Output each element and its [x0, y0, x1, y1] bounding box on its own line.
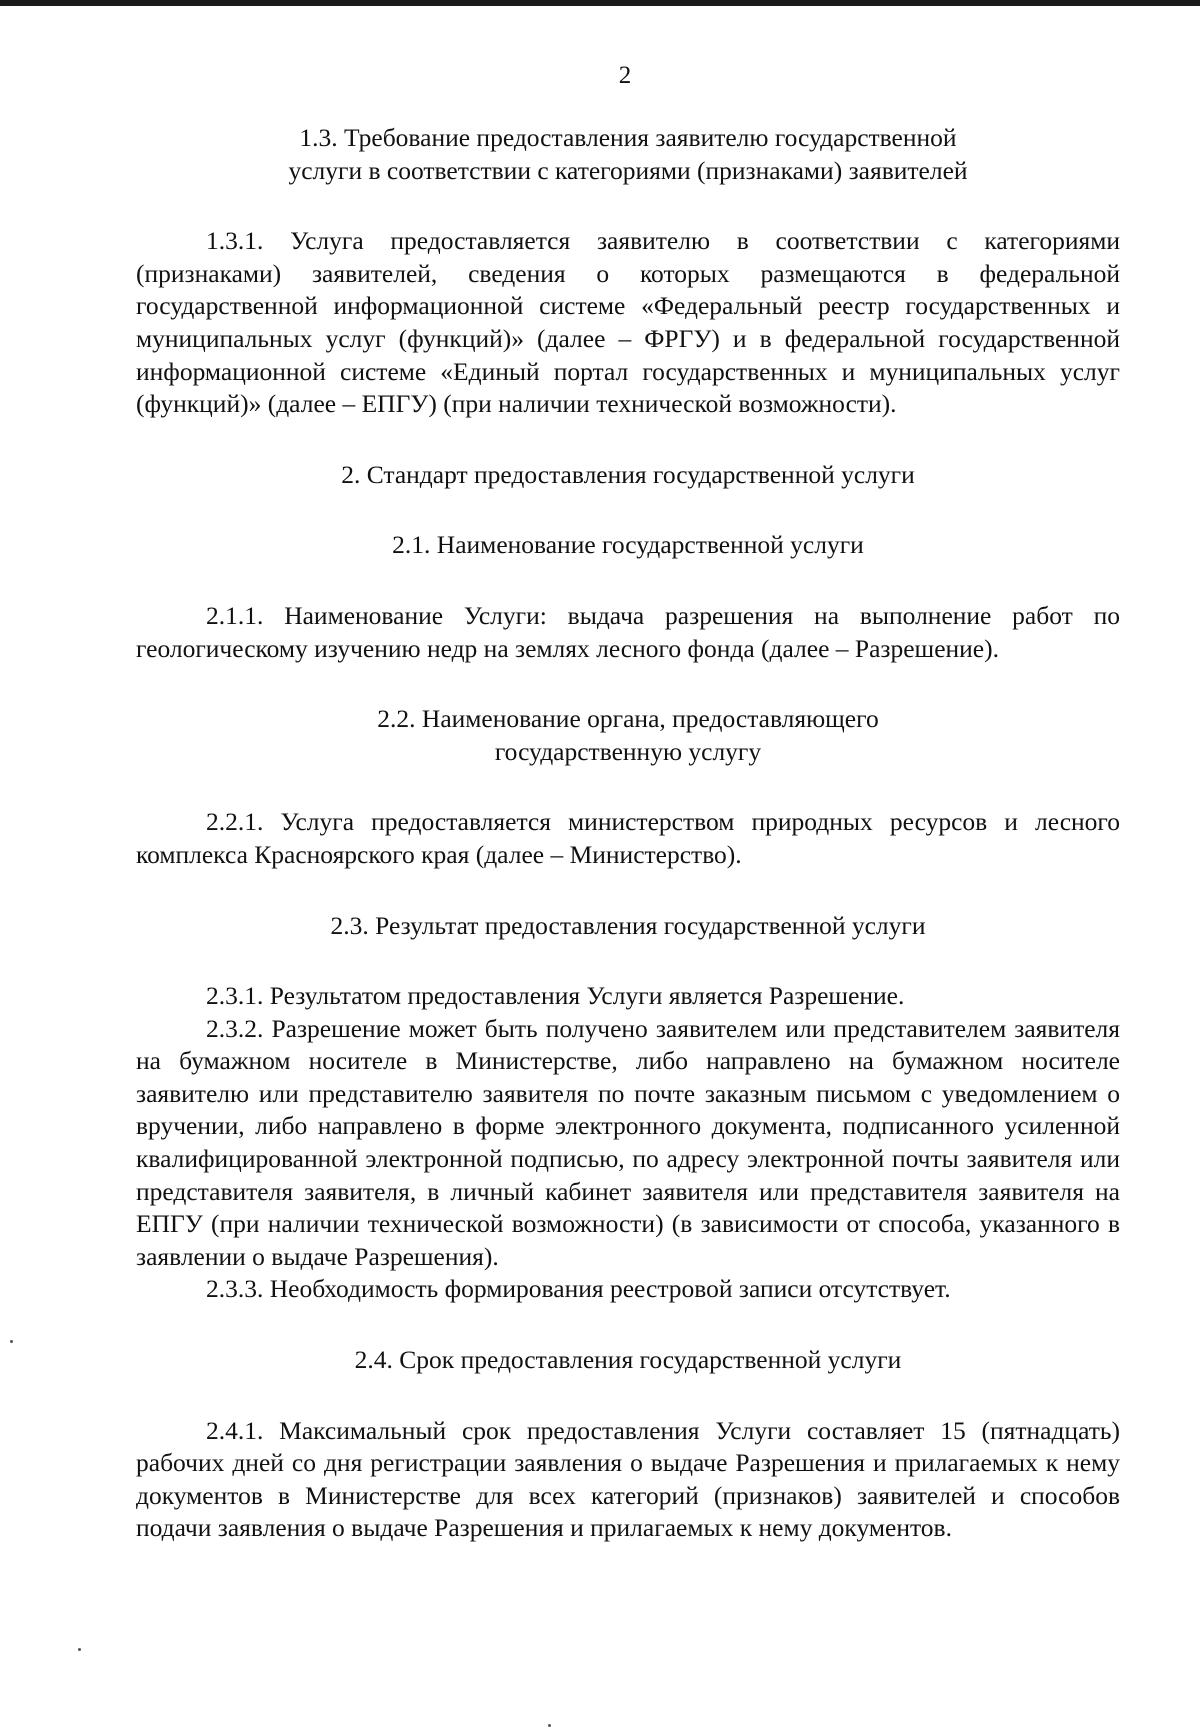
scan-speck — [548, 1724, 551, 1727]
scan-top-edge — [0, 0, 1200, 6]
paragraph-2-4-1: 2.4.1. Максимальный срок предоставления Услуги составляет 15 (пятнадцать) рабочих дней со дня регистрации заявления о выдаче Разрешения и прилагаемых к нему документов в Министерстве для всех категорий (признаков) заявителей и способов подачи заявления о выдаче Разрешения и прилагаемых к нему документов. — [136, 1415, 1120, 1543]
heading-2-2-line1: 2.2. Наименование органа, предоставляющего — [377, 704, 879, 734]
heading-2-3: 2.3. Результат предоставления государственной услуги — [330, 910, 926, 940]
heading-2-2 — [136, 703, 1120, 768]
paragraph-2-3-2: 2.3.2. Разрешение может быть получено заявителем или представителем заявителя на бумажном носителе в Министерстве, либо направлено на бумажном носителе заявителю или представителю заявителя по почте заказным письмом с уведомлением о вручении, либо направлено в форме электронного документа, подписанного усиленной квалифицированной электронной подписью, по адресу электронной почты заявителя или представителя заявителя, в личный кабинет заявителя или представителя заявителя на ЕПГУ (при наличии технической возможности) (в зависимости от способа, указанного в заявлении о выдаче Разрешения). — [136, 1013, 1120, 1271]
paragraph-2-3-1: 2.3.1. Результатом предоставления Услуги является Разрешение. — [206, 981, 905, 1011]
paragraph-2-1-1: 2.1.1. Наименование Услуги: выдача разрешения на выполнение работ по геологическому изучению недр на землях лесного фонда (далее – Разрешение). — [136, 600, 1120, 663]
paragraph-1-3-1: 1.3.1. Услуга предоставляется заявителю в соответствии с категориями (признаками) заявителей, сведения о которых размещаются в федеральной государственной информационной системе «Федеральный реестр государственных и муниципальных услуг (функций)» (далее – ФРГУ) и в федеральной государственной информационной системе «Единый портал государственных и муниципальных услуг (функций)» (далее – ЕПГУ) (при наличии технической возможности). — [136, 226, 1120, 419]
heading-2: 2. Стандарт предоставления государственной услуги — [341, 459, 915, 489]
scan-speck — [78, 1648, 81, 1651]
heading-2-2-line2: государственную услугу — [494, 736, 762, 766]
paragraph-2-3-3: 2.3.3. Необходимость формирования реестровой записи отсутствует. — [206, 1274, 951, 1304]
heading-2-1: 2.1. Наименование государственной услуги — [392, 530, 864, 560]
heading-1-3 — [136, 122, 1120, 187]
page-number: 2 — [618, 62, 632, 89]
scan-speck — [10, 1340, 13, 1343]
heading-2-4: 2.4. Срок предоставления государственной услуги — [354, 1345, 902, 1375]
heading-1-3-line1: 1.3. Требование предоставления заявителю государственной — [299, 123, 957, 152]
document-body — [136, 122, 1120, 1545]
heading-1-3-line2: услуги в соответствии с категориями (признаками) заявителей — [288, 155, 968, 185]
paragraph-2-2-1: 2.2.1. Услуга предоставляется министерством природных ресурсов и лесного комплекса Красноярского края (далее – Министерство). — [136, 807, 1120, 869]
